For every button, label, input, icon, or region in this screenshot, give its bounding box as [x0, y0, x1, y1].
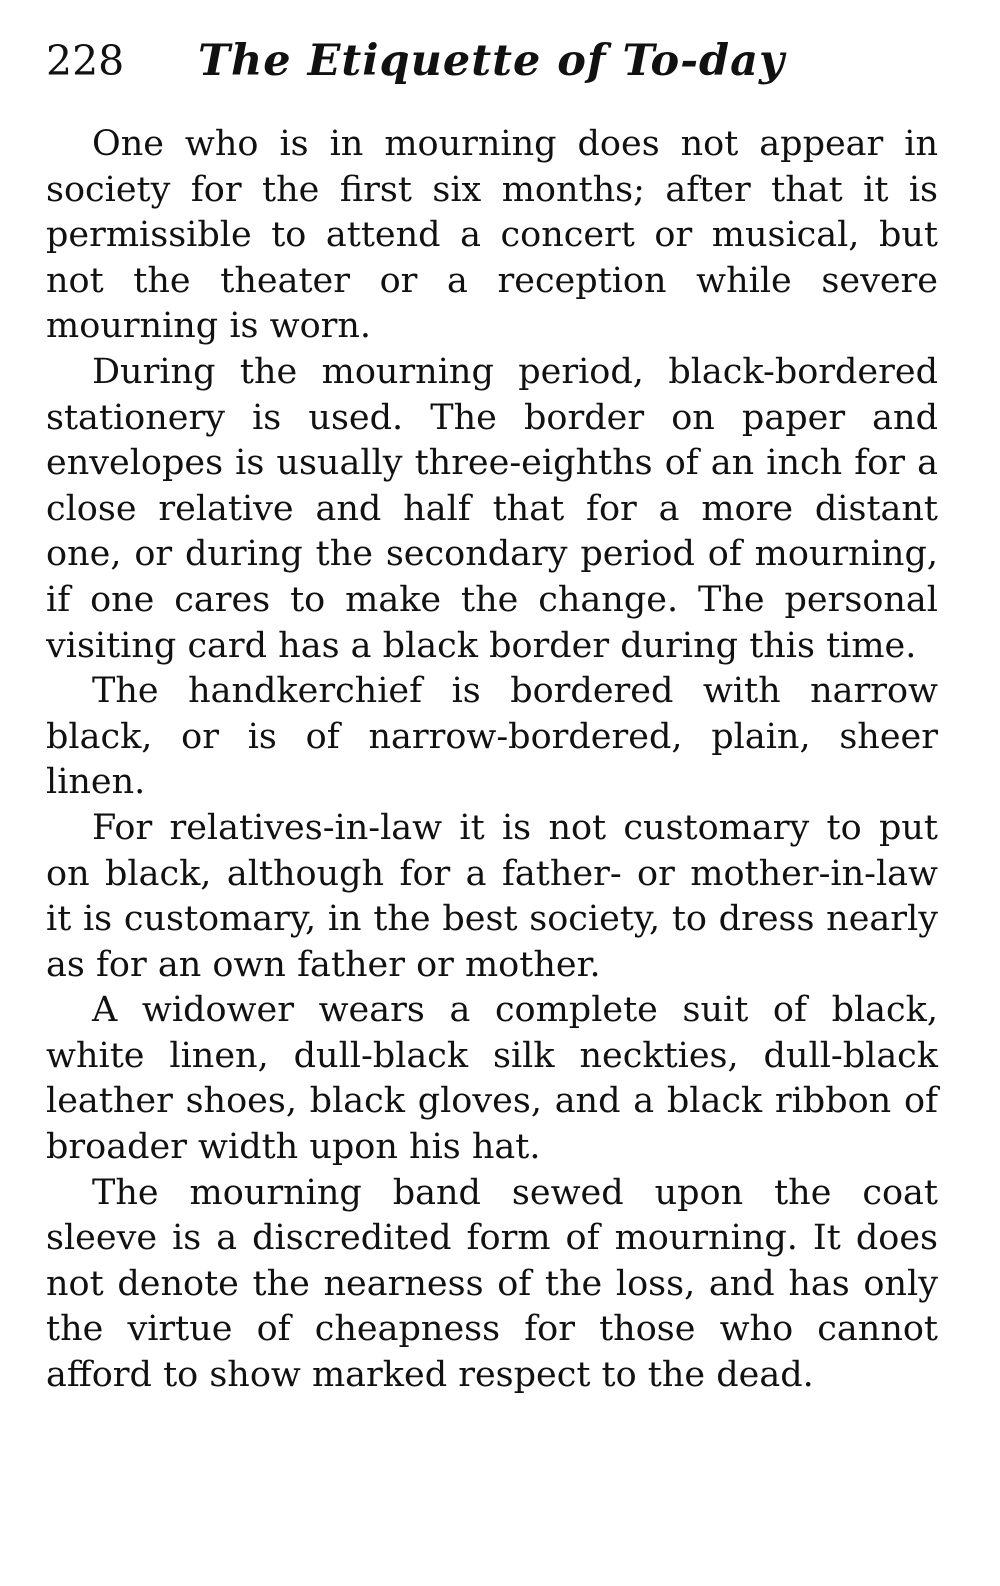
paragraph-relatives-in-law: For relatives-in-law it is not customary to put on black, although for a father- or mother-in-law it is customary, in the best society, to dress nearly as for an own father or mother. [46, 807, 938, 985]
book-title: The Etiquette of To-day [198, 36, 785, 86]
paragraph-stationery: During the mourning period, black-bordered stationery is used. The border on paper and envelopes is usually three-eighths of an inch for a close relative and half that for a more distant one, or during the secondary period of mourning, if one cares to make the change. The personal visiting card has a black border during this time. [46, 351, 938, 666]
paragraph-mourning-band: The mourning band sewed upon the coat sleeve is a discredited form of mourning. It does not denote the nearness of the loss, and has only the virtue of cheapness for those who cannot afford to show marked respect to the dead. [46, 1172, 938, 1396]
paragraph-handkerchief: The handkerchief is bordered with narrow black, or is of narrow-bordered, plain, sheer linen. [46, 671, 938, 803]
running-head [46, 36, 938, 112]
book-page [46, 36, 938, 1399]
page-number: 228 [46, 37, 125, 85]
paragraph-mourning-society: One who is in mourning does not appear in society for the first six months; after that it is permissible to attend a concert or musical, but not the theater or a reception while severe mourning is worn. [46, 124, 938, 347]
paragraph-widower: A widower wears a complete suit of black, white linen, dull-black silk neckties, dull-black leather shoes, black gloves, and a black ribbon of broader width upon his hat. [46, 990, 938, 1168]
